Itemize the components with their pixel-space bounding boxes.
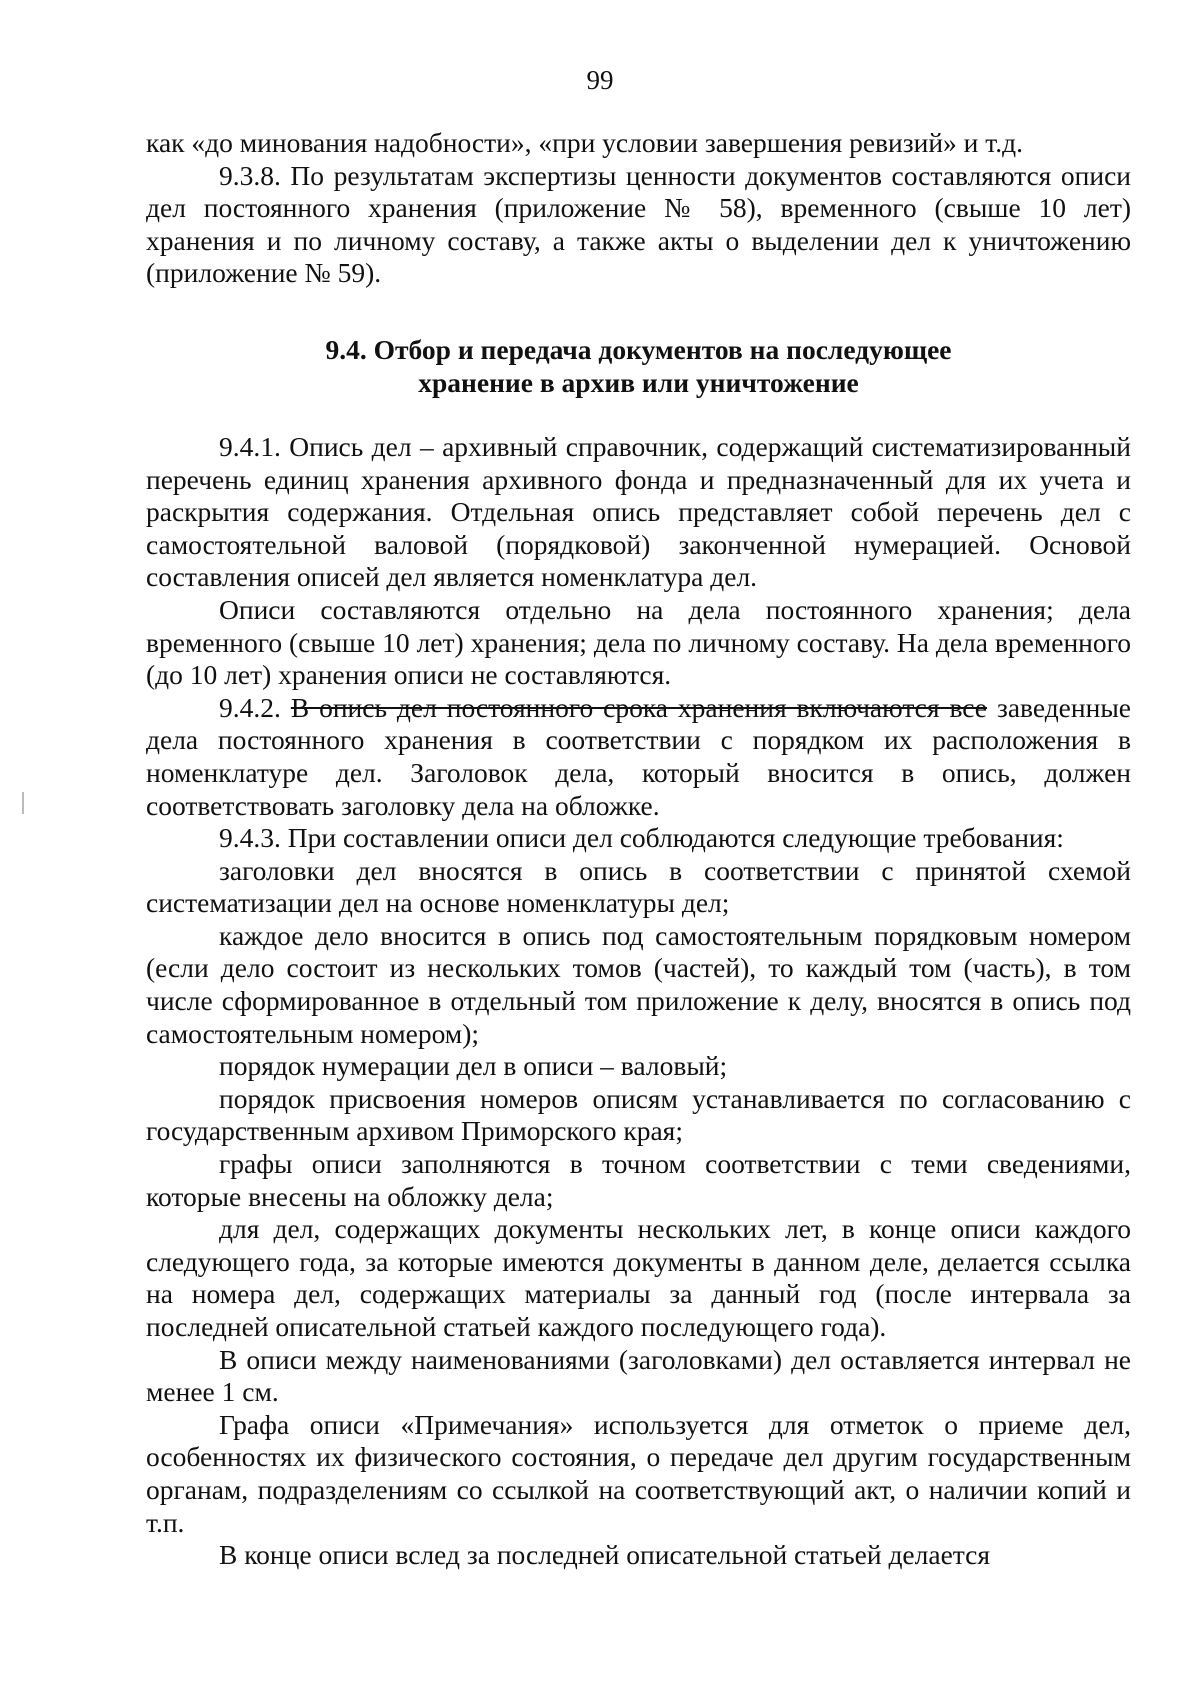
- paragraph-continuation: как «до минования надобности», «при условии завершения ревизий» и т.д.: [146, 127, 1023, 158]
- paragraph-notes-column: Графа описи «Примечания» используется для отметок о приеме дел, особенностях их физического состояния, о передаче дел другим государственным органам, подразделениям со ссылкой на соответствующий акт, о наличии копий и т.п.: [146, 1408, 1131, 1538]
- paragraph-interval: В описи между наименованиями (заголовками) дел оставляется интервал не менее 1 см.: [146, 1343, 1131, 1408]
- paragraph-9-4-1-inventories: Описи составляются отдельно на дела постоянного хранения; дела временного (свыше 10 лет) хранения; дела по личному составу. На дела временного (до 10 лет) хранения описи не составляются.: [146, 593, 1131, 691]
- requirement-item: порядок присвоения номеров описям устанавливается по согласованию с государственным архивом Приморского края;: [146, 1082, 1131, 1147]
- page-number: 99: [586, 65, 614, 95]
- paragraph-text: заведенные дела постоянного хранения в соответствии с порядком их расположения в номенклатуре дел. Заголовок дела, который вносится в опись, должен соответствовать заголовку дела на обложке.: [146, 691, 1132, 821]
- paragraph-9-4-2: [146, 692, 1131, 822]
- section-heading-9-4: [146, 333, 1131, 399]
- requirement-item: для дел, содержащих документы нескольких лет, в конце описи каждого следующего года, за которые имеются документы в данном деле, делается ссылка на номера дел, содержащих материалы за данный год (после интервала за последней описательной статьей каждого последующего года).: [146, 1213, 1131, 1342]
- requirement-item: графы описи заполняются в точном соответствии с теми сведениями, которые внесены на обложку дела;: [146, 1148, 1131, 1212]
- section-heading-line-2: хранение в архив или уничтожение: [418, 366, 859, 398]
- section-heading-line-1: 9.4. Отбор и передача документов на последующее: [325, 333, 952, 365]
- paragraph-9-4-3: 9.4.3. При составлении описи дел соблюдаются следующие требования:: [219, 822, 1064, 854]
- paragraph-9-3-8: 9.3.8. По результатам экспертизы ценности документов составляются описи дел постоянного хранения (приложение № 58), временного (свыше 10 лет) хранения и по личному составу, а также акты о выделении дел к уничтожению (приложение № 59).: [146, 159, 1131, 289]
- requirement-item: каждое дело вносится в опись под самостоятельным порядковым номером (если дело состоит из нескольких томов (частей), то каждый том (часть), в том числе сформированное в отдельный том приложение к делу, вносятся в опись под самостоятельным номером);: [146, 919, 1131, 1049]
- document-body: [146, 127, 1131, 1572]
- paragraph-end-of-inventory: В конце описи вслед за последней описательной статьей делается: [219, 1539, 990, 1571]
- requirement-item: заголовки дел вносятся в опись в соответствии с принятой схемой систематизации дел на основе номенклатуры дел;: [146, 854, 1131, 919]
- requirement-item: порядок нумерации дел в описи – валовый;: [219, 1050, 728, 1082]
- struck-through-text: В опись дел постоянного срока хранения включаются все: [290, 691, 988, 723]
- paragraph-number: 9.4.2.: [219, 691, 291, 723]
- paragraph-9-4-1: 9.4.1. Опись дел – архивный справочник, содержащий систематизированный перечень единиц хранения архивного фонда и предназначенный для их учета и раскрытия содержания. Отдельная опись представляет собой перечень дел с самостоятельной валовой (порядковой) законченной нумерацией. Основой составления описей дел является номенклатура дел.: [146, 430, 1131, 593]
- scan-margin-mark: [22, 792, 24, 814]
